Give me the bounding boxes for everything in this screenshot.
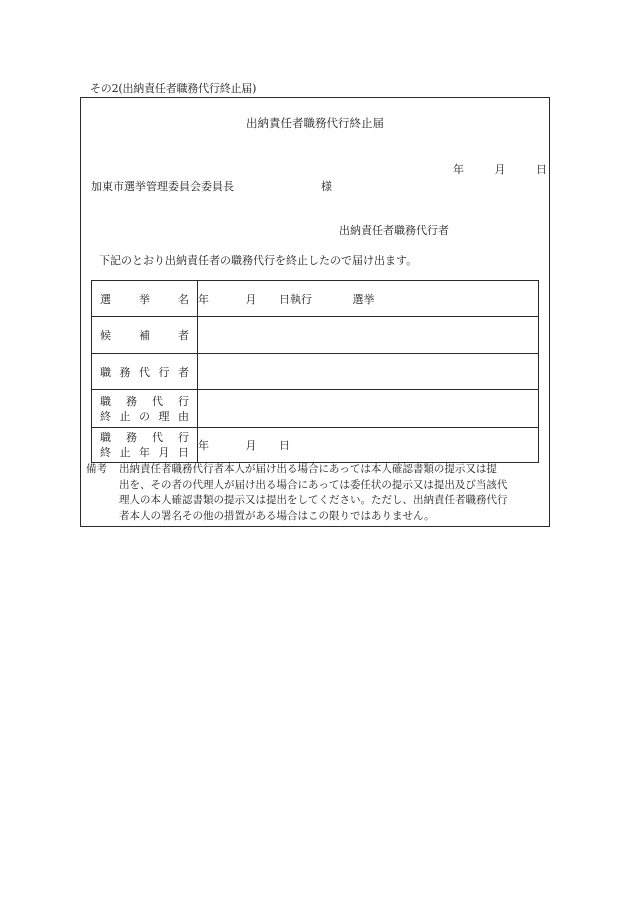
table-row <box>92 281 539 317</box>
notes-body <box>119 462 544 524</box>
label-candidate: 候 補 者 <box>92 317 198 354</box>
label-election-name: 選 挙 名 <box>92 281 198 317</box>
value-termination-reason[interactable] <box>198 390 539 428</box>
date-day-label: 日 <box>536 163 547 176</box>
value-candidate[interactable] <box>198 317 539 354</box>
statement: 下記のとおり出納責任者の職務代行を終止したので届け出ます。 <box>99 254 418 267</box>
label-termination-reason: 職 務 代 行 終 止 の 理 由 <box>92 390 198 428</box>
value-election-name[interactable]: 年 月 日執行 選挙 <box>198 281 539 317</box>
value-termination-date[interactable]: 年 月 日 <box>198 428 539 463</box>
value-acting-person[interactable] <box>198 354 539 390</box>
form-caption: その2(出納責任者職務代行終止届) <box>90 82 257 95</box>
date-month-label: 月 <box>494 163 506 176</box>
form-frame <box>80 97 550 527</box>
notes-line: 者本人の署名その他の措置がある場合はこの限りではありません。 <box>119 509 435 522</box>
notes-heading: 備考 <box>86 463 107 475</box>
honorific: 様 <box>321 180 332 193</box>
form-title: 出納責任者職務代行終止届 <box>246 116 384 130</box>
table-row <box>92 390 539 428</box>
table-row <box>92 354 539 390</box>
submission-date <box>453 161 547 177</box>
label-acting-person: 職 務 代 行 者 <box>92 354 198 390</box>
table-row <box>92 428 539 463</box>
label-termination-date: 職 務 代 行 終 止 年 月 日 <box>92 428 198 463</box>
form-table <box>91 280 539 463</box>
notes-line: 出納責任者職務代行者本人が届け出る場合にあっては本人確認書類の提示又は提 <box>119 463 497 475</box>
addressee: 加東市選挙管理委員会委員長 <box>91 180 234 193</box>
applicant-label: 出納責任者職務代行者 <box>339 224 449 237</box>
notes-line: 理人の本人確認書類の提示又は提出をしてください。ただし、出納責任者職務代行 <box>119 494 508 506</box>
date-year-label: 年 <box>453 163 464 176</box>
notes-line: 出を、その者の代理人が届け出る場合にあっては委任状の提示又は提出及び当該代 <box>119 478 508 491</box>
table-row <box>92 317 539 354</box>
